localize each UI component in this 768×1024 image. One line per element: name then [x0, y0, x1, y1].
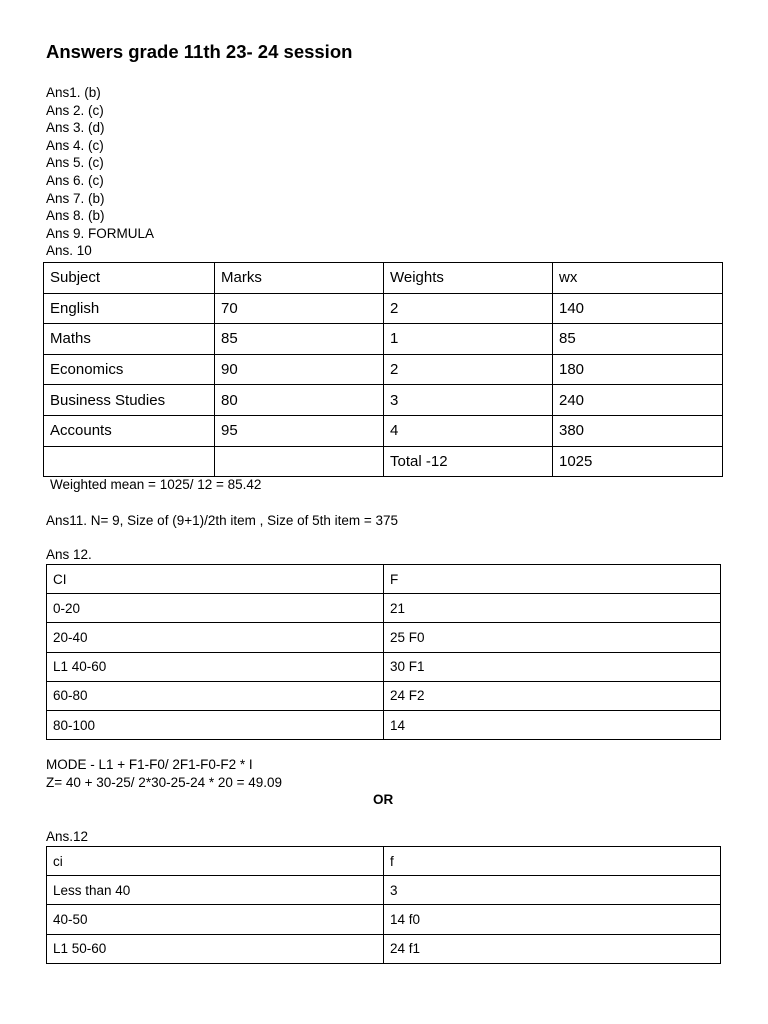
less-than-table — [46, 846, 721, 964]
table-cell — [44, 446, 215, 477]
table-cell: 80 — [215, 385, 384, 416]
class-interval-table — [46, 564, 721, 740]
table-cell: 0-20 — [47, 594, 384, 623]
mode-calculation-text: Z= 40 + 30-25/ 2*30-25-24 * 20 = 49.09 — [46, 775, 283, 790]
answer-item: Ans 2. (c) — [46, 102, 104, 118]
table-cell: Economics — [44, 354, 215, 385]
weighted-mean-text: Weighted mean = 1025/ 12 = 85.42 — [50, 477, 262, 492]
answer-item: Ans 5. (c) — [46, 155, 104, 171]
table-header-row — [47, 565, 721, 594]
table-cell: 90 — [215, 354, 384, 385]
table-cell: 20-40 — [47, 623, 384, 652]
table-row — [47, 876, 721, 905]
page-title: Answers grade 11th 23- 24 session — [46, 41, 353, 62]
table-cell: 85 — [553, 324, 723, 355]
table-total-row — [44, 446, 723, 477]
table-cell: 24 f1 — [384, 934, 721, 963]
or-separator: OR — [373, 792, 394, 807]
table-cell: 25 F0 — [384, 623, 721, 652]
table-header-cell: wx — [553, 263, 723, 294]
table-row — [44, 354, 723, 385]
table-cell: 1 — [384, 324, 553, 355]
table-cell: Less than 40 — [47, 876, 384, 905]
table-header-cell: ci — [47, 847, 384, 876]
table-row — [47, 594, 721, 623]
table-row — [44, 415, 723, 446]
table-cell: 240 — [553, 385, 723, 416]
table-row — [44, 385, 723, 416]
table-cell: 2 — [384, 354, 553, 385]
table-header-cell: Weights — [384, 263, 553, 294]
answer-item: Ans1. (b) — [46, 85, 101, 100]
table-row — [47, 681, 721, 710]
table-row — [47, 623, 721, 652]
table-row — [44, 324, 723, 355]
answer-list — [46, 84, 154, 260]
answer-item: Ans 3. (d) — [46, 120, 105, 136]
table-cell: Maths — [44, 324, 215, 355]
table-cell: 95 — [215, 415, 384, 446]
table-row — [47, 710, 721, 739]
table-cell: 14 — [384, 710, 721, 739]
table-cell: 140 — [553, 293, 723, 324]
table-cell: 3 — [384, 385, 553, 416]
table-row — [47, 905, 721, 934]
table-cell: 180 — [553, 354, 723, 385]
ans11-text: Ans11. N= 9, Size of (9+1)/2th item , Size of 5th item = 375 — [46, 513, 399, 528]
table-cell: 70 — [215, 293, 384, 324]
table-cell: 60-80 — [47, 681, 384, 710]
table-cell: English — [44, 293, 215, 324]
table-cell: 1025 — [553, 446, 723, 477]
answer-item: Ans 9. FORMULA — [46, 225, 155, 241]
table-cell: 80-100 — [47, 710, 384, 739]
table-row — [47, 934, 721, 963]
table-cell: 85 — [215, 324, 384, 355]
answer-item: Ans 6. (c) — [46, 172, 104, 188]
table-header-row — [47, 847, 721, 876]
table-cell: Total -12 — [384, 446, 553, 477]
table-cell: 14 f0 — [384, 905, 721, 934]
answer-item: Ans. 10 — [46, 243, 92, 259]
table-cell: L1 50-60 — [47, 934, 384, 963]
ans12-label: Ans 12. — [46, 547, 92, 562]
table-cell: 24 F2 — [384, 681, 721, 710]
ans12-alt-label: Ans.12 — [46, 829, 89, 844]
table-row — [44, 293, 723, 324]
table-cell: 3 — [384, 876, 721, 905]
table-cell: 380 — [553, 415, 723, 446]
table-header-cell: f — [384, 847, 721, 876]
table-cell: 4 — [384, 415, 553, 446]
table-header-row — [44, 263, 723, 294]
table-cell: L1 40-60 — [47, 652, 384, 681]
table-cell: 30 F1 — [384, 652, 721, 681]
table-cell: Accounts — [44, 415, 215, 446]
answer-item: Ans 4. (c) — [46, 137, 104, 153]
answer-item: Ans 8. (b) — [46, 208, 105, 224]
table-header-cell: Marks — [215, 263, 384, 294]
table-header-cell: F — [384, 565, 721, 594]
table-header-cell: CI — [47, 565, 384, 594]
table-cell: Business Studies — [44, 385, 215, 416]
table-header-cell: Subject — [44, 263, 215, 294]
answer-item: Ans 7. (b) — [46, 190, 105, 206]
table-cell: 2 — [384, 293, 553, 324]
table-cell: 21 — [384, 594, 721, 623]
weighted-marks-table — [43, 262, 723, 477]
table-cell: 40-50 — [47, 905, 384, 934]
table-cell — [215, 446, 384, 477]
table-row — [47, 652, 721, 681]
mode-formula-text: MODE - L1 + F1-F0/ 2F1-F0-F2 * I — [46, 757, 253, 772]
